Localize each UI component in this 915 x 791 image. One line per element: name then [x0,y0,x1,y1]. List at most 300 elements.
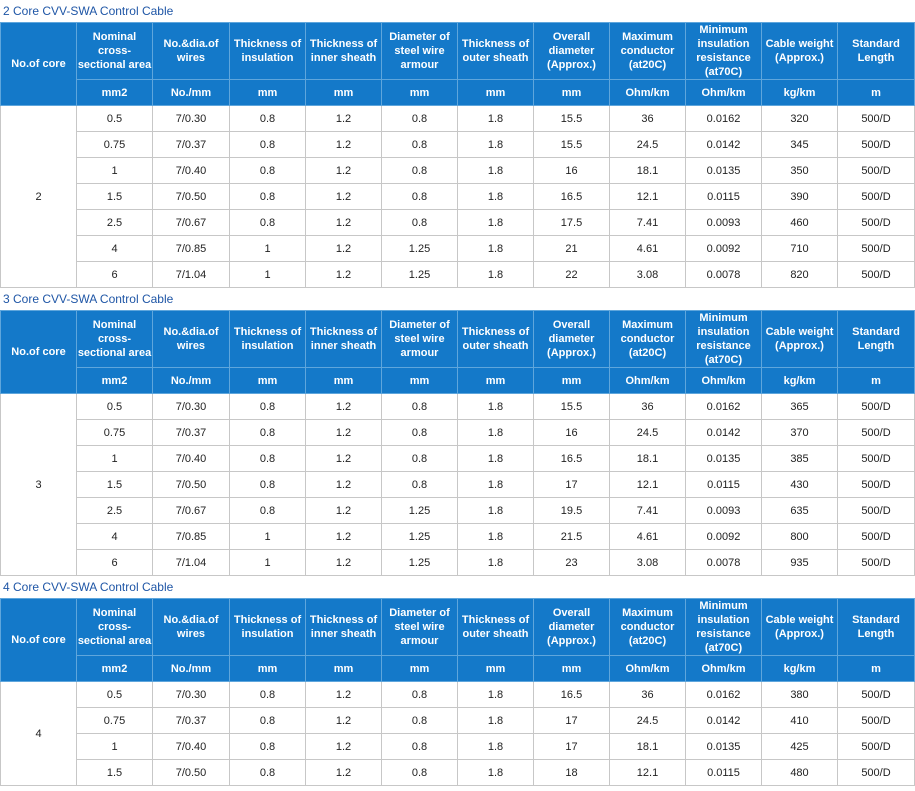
table-cell: 500/D [838,550,915,576]
column-header: No.&dia.of wires [153,599,230,656]
table-row [1,394,915,420]
table-cell: 15.5 [534,106,610,132]
table-cell: 1.2 [306,158,382,184]
table-cell: 0.75 [77,708,153,734]
table-cell: 350 [762,158,838,184]
table-cell: 0.0093 [686,498,762,524]
unit-cell: Ohm/km [610,80,686,106]
table-cell: 0.8 [382,184,458,210]
column-header: Thickness of insulation [230,311,306,368]
table-cell: 22 [534,262,610,288]
unit-cell: m [838,368,915,394]
table-cell: 0.8 [230,158,306,184]
table-row [1,760,915,786]
table-cell: 1.8 [458,524,534,550]
unit-cell: mm [458,368,534,394]
table-row [1,446,915,472]
table-cell: 7/0.37 [153,708,230,734]
table-cell: 7/0.30 [153,394,230,420]
table-cell: 1.2 [306,524,382,550]
unit-cell: mm [382,368,458,394]
table-cell: 500/D [838,420,915,446]
table-cell: 24.5 [610,420,686,446]
table-cell: 0.0115 [686,184,762,210]
table-cell: 1.25 [382,262,458,288]
table-cell: 500/D [838,682,915,708]
column-header: Diameter of steel wire armour [382,599,458,656]
table-cell: 12.1 [610,472,686,498]
column-header: Thickness of inner sheath [306,311,382,368]
table-cell: 1.2 [306,472,382,498]
table-cell: 1.8 [458,132,534,158]
table-cell: 36 [610,106,686,132]
column-header: Maximum conductor (at20C) [610,599,686,656]
table-cell: 7/0.85 [153,236,230,262]
table-cell: 0.8 [382,682,458,708]
table-cell: 1.8 [458,472,534,498]
column-header: Minimum insulation resistance (at70C) [686,23,762,80]
column-header: Maximum conductor (at20C) [610,23,686,80]
cable-section [0,576,913,786]
table-row [1,210,915,236]
table-cell: 1.8 [458,708,534,734]
column-header: Nominal cross-sectional area [77,311,153,368]
table-cell: 16 [534,420,610,446]
table-cell: 7/0.50 [153,472,230,498]
table-cell: 635 [762,498,838,524]
table-row [1,158,915,184]
table-cell: 4 [77,524,153,550]
table-cell: 16.5 [534,682,610,708]
table-row [1,498,915,524]
table-cell: 21 [534,236,610,262]
table-cell: 0.75 [77,132,153,158]
table-cell: 1.8 [458,158,534,184]
table-cell: 21.5 [534,524,610,550]
table-cell: 500/D [838,394,915,420]
column-header: Thickness of inner sheath [306,23,382,80]
table-cell: 36 [610,682,686,708]
table-cell: 0.0142 [686,132,762,158]
table-cell: 7.41 [610,210,686,236]
table-cell: 0.8 [230,734,306,760]
spec-table [0,22,915,288]
table-row [1,420,915,446]
unit-cell: No./mm [153,368,230,394]
table-cell: 18 [534,760,610,786]
table-cell: 500/D [838,132,915,158]
table-cell: 1.2 [306,708,382,734]
table-cell: 0.8 [230,184,306,210]
column-header: Thickness of insulation [230,599,306,656]
table-cell: 7/0.50 [153,760,230,786]
table-cell: 0.0135 [686,158,762,184]
table-cell: 7/0.37 [153,132,230,158]
unit-cell: mm [306,368,382,394]
table-cell: 0.75 [77,420,153,446]
column-header: No.&dia.of wires [153,311,230,368]
table-cell: 7/1.04 [153,550,230,576]
table-cell: 4.61 [610,236,686,262]
table-cell: 23 [534,550,610,576]
unit-cell: mm [382,656,458,682]
table-cell: 500/D [838,262,915,288]
column-header: Nominal cross-sectional area [77,23,153,80]
table-cell: 3.08 [610,262,686,288]
unit-cell: mm [230,80,306,106]
table-cell: 7/0.37 [153,420,230,446]
table-cell: 0.8 [230,498,306,524]
spec-table [0,598,915,786]
column-header: Cable weight (Approx.) [762,599,838,656]
column-header: No.of core [1,599,77,682]
unit-cell: mm2 [77,656,153,682]
table-cell: 0.8 [382,734,458,760]
table-cell: 18.1 [610,446,686,472]
table-cell: 0.8 [230,708,306,734]
column-header: Thickness of outer sheath [458,23,534,80]
unit-cell: Ohm/km [686,80,762,106]
table-cell: 1.2 [306,106,382,132]
table-cell: 935 [762,550,838,576]
unit-cell: Ohm/km [686,368,762,394]
unit-cell: kg/km [762,656,838,682]
table-cell: 500/D [838,498,915,524]
table-cell: 1 [77,446,153,472]
table-cell: 0.8 [230,472,306,498]
column-header: Overall diameter (Approx.) [534,311,610,368]
table-cell: 0.0078 [686,262,762,288]
column-header: Minimum insulation resistance (at70C) [686,599,762,656]
table-cell: 1 [77,734,153,760]
table-row [1,708,915,734]
table-cell: 1.8 [458,420,534,446]
table-cell: 500/D [838,734,915,760]
header-row [1,23,915,80]
table-cell: 0.0093 [686,210,762,236]
table-cell: 0.5 [77,682,153,708]
table-cell: 0.0115 [686,472,762,498]
table-cell: 7.41 [610,498,686,524]
table-cell: 16.5 [534,446,610,472]
unit-cell: mm [534,368,610,394]
table-cell: 1.2 [306,550,382,576]
table-cell: 500/D [838,760,915,786]
table-cell: 17 [534,472,610,498]
table-cell: 500/D [838,524,915,550]
core-count-cell: 3 [1,394,77,576]
table-cell: 16.5 [534,184,610,210]
section-title: 4 Core CVV-SWA Control Cable [0,576,913,598]
table-cell: 0.8 [382,446,458,472]
table-cell: 370 [762,420,838,446]
unit-cell: mm [458,656,534,682]
table-cell: 1.2 [306,132,382,158]
table-cell: 1.8 [458,106,534,132]
unit-cell: mm [306,656,382,682]
table-cell: 410 [762,708,838,734]
table-cell: 2.5 [77,210,153,236]
table-cell: 0.8 [382,394,458,420]
table-cell: 6 [77,262,153,288]
table-cell: 0.8 [230,682,306,708]
table-cell: 6 [77,550,153,576]
table-cell: 2.5 [77,498,153,524]
table-cell: 0.0162 [686,682,762,708]
table-cell: 1.2 [306,682,382,708]
unit-cell: mm [534,656,610,682]
table-cell: 0.8 [382,760,458,786]
column-header: Thickness of insulation [230,23,306,80]
table-cell: 0.0115 [686,760,762,786]
table-cell: 7/0.40 [153,158,230,184]
table-cell: 15.5 [534,394,610,420]
table-cell: 0.0142 [686,420,762,446]
table-cell: 0.8 [230,760,306,786]
column-header: Cable weight (Approx.) [762,311,838,368]
table-cell: 365 [762,394,838,420]
table-cell: 24.5 [610,132,686,158]
table-cell: 1 [230,262,306,288]
table-cell: 24.5 [610,708,686,734]
table-cell: 0.0078 [686,550,762,576]
column-header: Thickness of outer sheath [458,311,534,368]
table-cell: 500/D [838,236,915,262]
unit-cell: mm2 [77,80,153,106]
unit-cell: mm [230,656,306,682]
table-cell: 345 [762,132,838,158]
table-cell: 1.2 [306,210,382,236]
table-cell: 0.0162 [686,106,762,132]
unit-cell: Ohm/km [610,368,686,394]
column-header: Thickness of inner sheath [306,599,382,656]
table-cell: 500/D [838,210,915,236]
unit-cell: m [838,80,915,106]
table-cell: 1.8 [458,760,534,786]
table-cell: 0.0135 [686,734,762,760]
table-cell: 15.5 [534,132,610,158]
units-row [1,368,915,394]
unit-cell: Ohm/km [610,656,686,682]
table-cell: 1.8 [458,236,534,262]
table-cell: 0.8 [230,420,306,446]
unit-cell: kg/km [762,368,838,394]
table-cell: 0.8 [230,132,306,158]
column-header: No.of core [1,23,77,106]
table-row [1,472,915,498]
table-cell: 12.1 [610,184,686,210]
table-cell: 1.5 [77,184,153,210]
column-header: Minimum insulation resistance (at70C) [686,311,762,368]
table-cell: 7/0.40 [153,734,230,760]
table-cell: 1.8 [458,734,534,760]
table-row [1,734,915,760]
column-header: Diameter of steel wire armour [382,23,458,80]
table-cell: 0.8 [230,394,306,420]
table-cell: 1.8 [458,550,534,576]
column-header: Diameter of steel wire armour [382,311,458,368]
table-cell: 1.8 [458,498,534,524]
table-cell: 1.25 [382,550,458,576]
column-header: Thickness of outer sheath [458,599,534,656]
table-cell: 0.0135 [686,446,762,472]
table-cell: 500/D [838,106,915,132]
table-row [1,236,915,262]
table-cell: 0.8 [230,106,306,132]
table-cell: 820 [762,262,838,288]
table-cell: 1.5 [77,760,153,786]
table-row [1,184,915,210]
core-count-cell: 4 [1,682,77,786]
table-cell: 1.25 [382,236,458,262]
table-cell: 0.8 [382,158,458,184]
units-row [1,80,915,106]
table-row [1,550,915,576]
column-header: Standard Length [838,311,915,368]
unit-cell: mm [306,80,382,106]
table-cell: 1.8 [458,394,534,420]
table-cell: 0.8 [230,210,306,236]
table-cell: 1.8 [458,682,534,708]
table-cell: 1.25 [382,498,458,524]
table-cell: 7/0.30 [153,106,230,132]
spec-table [0,310,915,576]
table-cell: 1.8 [458,446,534,472]
table-cell: 500/D [838,158,915,184]
table-row [1,524,915,550]
column-header: Overall diameter (Approx.) [534,599,610,656]
section-title: 3 Core CVV-SWA Control Cable [0,288,913,310]
table-cell: 0.8 [382,708,458,734]
header-row [1,311,915,368]
table-cell: 36 [610,394,686,420]
table-cell: 1.2 [306,760,382,786]
table-cell: 16 [534,158,610,184]
table-cell: 390 [762,184,838,210]
table-cell: 4.61 [610,524,686,550]
table-cell: 7/0.67 [153,498,230,524]
table-cell: 500/D [838,184,915,210]
column-header: No.of core [1,311,77,394]
table-cell: 0.8 [382,106,458,132]
table-cell: 320 [762,106,838,132]
table-cell: 1.2 [306,394,382,420]
table-cell: 19.5 [534,498,610,524]
table-cell: 17.5 [534,210,610,236]
unit-cell: mm [534,80,610,106]
column-header: Maximum conductor (at20C) [610,311,686,368]
table-cell: 1.2 [306,446,382,472]
table-cell: 1.5 [77,472,153,498]
table-cell: 7/1.04 [153,262,230,288]
table-row [1,682,915,708]
table-cell: 17 [534,708,610,734]
table-cell: 0.8 [382,472,458,498]
table-cell: 1 [77,158,153,184]
table-cell: 1.2 [306,236,382,262]
table-cell: 1.2 [306,498,382,524]
table-cell: 0.5 [77,106,153,132]
unit-cell: mm2 [77,368,153,394]
table-cell: 1.2 [306,420,382,446]
table-row [1,132,915,158]
table-cell: 7/0.67 [153,210,230,236]
column-header: Standard Length [838,23,915,80]
table-cell: 1.2 [306,184,382,210]
table-cell: 1.8 [458,184,534,210]
table-cell: 1.8 [458,262,534,288]
table-cell: 1 [230,524,306,550]
table-cell: 1.2 [306,734,382,760]
unit-cell: kg/km [762,80,838,106]
table-cell: 7/0.30 [153,682,230,708]
unit-cell: mm [382,80,458,106]
table-cell: 425 [762,734,838,760]
table-cell: 0.8 [382,210,458,236]
column-header: Overall diameter (Approx.) [534,23,610,80]
table-cell: 480 [762,760,838,786]
table-cell: 380 [762,682,838,708]
table-cell: 500/D [838,708,915,734]
table-cell: 460 [762,210,838,236]
table-cell: 1 [230,550,306,576]
table-cell: 18.1 [610,158,686,184]
unit-cell: Ohm/km [686,656,762,682]
units-row [1,656,915,682]
table-cell: 1.8 [458,210,534,236]
header-row [1,599,915,656]
table-cell: 0.0092 [686,236,762,262]
table-cell: 0.0142 [686,708,762,734]
column-header: Nominal cross-sectional area [77,599,153,656]
table-cell: 1.25 [382,524,458,550]
column-header: Cable weight (Approx.) [762,23,838,80]
table-cell: 0.0092 [686,524,762,550]
table-cell: 0.5 [77,394,153,420]
table-cell: 430 [762,472,838,498]
cable-section [0,288,913,576]
table-cell: 385 [762,446,838,472]
unit-cell: mm [230,368,306,394]
table-cell: 18.1 [610,734,686,760]
table-cell: 1.2 [306,262,382,288]
table-cell: 500/D [838,446,915,472]
table-row [1,262,915,288]
table-row [1,106,915,132]
unit-cell: No./mm [153,80,230,106]
unit-cell: m [838,656,915,682]
table-cell: 4 [77,236,153,262]
table-cell: 3.08 [610,550,686,576]
table-cell: 7/0.40 [153,446,230,472]
table-cell: 500/D [838,472,915,498]
table-cell: 0.0162 [686,394,762,420]
cable-section [0,0,913,288]
table-cell: 7/0.85 [153,524,230,550]
table-cell: 0.8 [382,132,458,158]
column-header: Standard Length [838,599,915,656]
unit-cell: mm [458,80,534,106]
core-count-cell: 2 [1,106,77,288]
table-cell: 710 [762,236,838,262]
section-title: 2 Core CVV-SWA Control Cable [0,0,913,22]
table-cell: 17 [534,734,610,760]
table-cell: 800 [762,524,838,550]
column-header: No.&dia.of wires [153,23,230,80]
table-cell: 7/0.50 [153,184,230,210]
table-cell: 1 [230,236,306,262]
unit-cell: No./mm [153,656,230,682]
